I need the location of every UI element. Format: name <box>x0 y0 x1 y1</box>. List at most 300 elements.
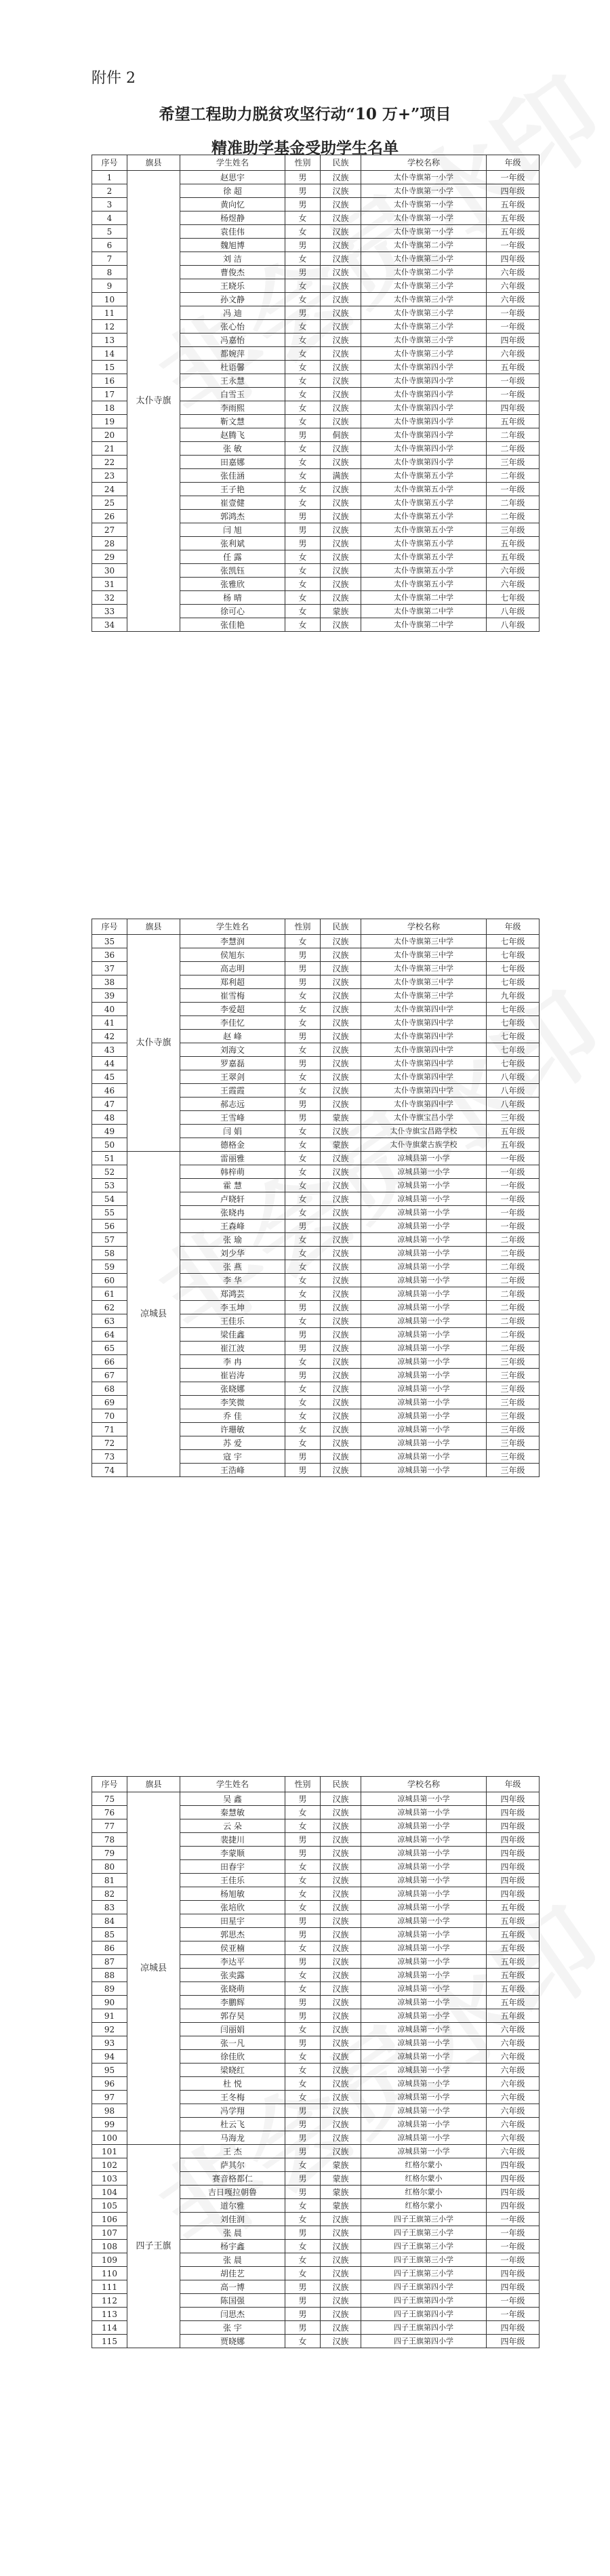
cell-index: 65 <box>92 1342 127 1355</box>
cell-student-name: 崔岩涛 <box>180 1369 285 1382</box>
cell-index: 89 <box>92 1982 127 1996</box>
cell-school: 红格尔蒙小 <box>361 2186 487 2199</box>
cell-index: 50 <box>92 1138 127 1152</box>
cell-index: 80 <box>92 1860 127 1874</box>
cell-index: 101 <box>92 2145 127 2158</box>
cell-ethnicity: 汉族 <box>321 1179 361 1192</box>
cell-student-name: 王永慧 <box>180 374 285 388</box>
cell-student-name: 杨煜静 <box>180 212 285 225</box>
cell-grade: 五年级 <box>487 225 540 239</box>
cell-school: 凉城县第一小学 <box>361 1969 487 1982</box>
cell-school: 太仆寺旗第三小学 <box>361 306 487 320</box>
cell-grade: 六年级 <box>487 347 540 361</box>
cell-ethnicity: 汉族 <box>321 2321 361 2335</box>
cell-gender: 女 <box>285 2240 321 2253</box>
cell-gender: 女 <box>285 935 321 948</box>
cell-grade: 四年级 <box>487 1860 540 1874</box>
cell-grade: 一年级 <box>487 306 540 320</box>
column-header: 民族 <box>321 1777 361 1792</box>
cell-school: 凉城县第一小学 <box>361 1396 487 1409</box>
cell-gender: 女 <box>285 550 321 564</box>
column-header: 性别 <box>285 155 321 171</box>
cell-student-name: 郭思杰 <box>180 1928 285 1941</box>
cell-gender: 男 <box>285 2104 321 2118</box>
cell-student-name: 杨 晴 <box>180 591 285 605</box>
cell-school: 四子王旗第三小学 <box>361 2240 487 2253</box>
cell-index: 11 <box>92 306 127 320</box>
cell-grade: 二年级 <box>487 1314 540 1328</box>
cell-index: 86 <box>92 1941 127 1955</box>
cell-school: 凉城县第一小学 <box>361 2023 487 2036</box>
cell-school: 凉城县第一小学 <box>361 2036 487 2050</box>
cell-school: 四子王旗第三小学 <box>361 2253 487 2267</box>
cell-ethnicity: 汉族 <box>321 578 361 591</box>
cell-grade: 一年级 <box>487 374 540 388</box>
cell-ethnicity: 汉族 <box>321 415 361 428</box>
cell-grade: 二年级 <box>487 469 540 483</box>
cell-ethnicity: 汉族 <box>321 1955 361 1969</box>
cell-grade: 四年级 <box>487 184 540 198</box>
cell-ethnicity: 汉族 <box>321 1941 361 1955</box>
cell-ethnicity: 汉族 <box>321 225 361 239</box>
cell-ethnicity: 汉族 <box>321 1887 361 1901</box>
cell-ethnicity: 汉族 <box>321 1220 361 1233</box>
cell-ethnicity: 汉族 <box>321 1396 361 1409</box>
cell-ethnicity: 汉族 <box>321 550 361 564</box>
cell-index: 85 <box>92 1928 127 1941</box>
cell-gender: 女 <box>285 1016 321 1030</box>
cell-gender: 女 <box>285 605 321 618</box>
cell-index: 44 <box>92 1057 127 1070</box>
cell-student-name: 李笑微 <box>180 1396 285 1409</box>
cell-grade: 四年级 <box>487 1847 540 1860</box>
cell-gender: 男 <box>285 2226 321 2240</box>
cell-index: 57 <box>92 1233 127 1247</box>
cell-school: 凉城县第一小学 <box>361 1342 487 1355</box>
cell-grade: 七年级 <box>487 1016 540 1030</box>
cell-student-name: 张一凡 <box>180 2036 285 2050</box>
cell-gender: 女 <box>285 1233 321 1247</box>
cell-grade: 四年级 <box>487 401 540 415</box>
cell-ethnicity: 汉族 <box>321 1847 361 1860</box>
cell-school: 凉城县第一小学 <box>361 1165 487 1179</box>
cell-gender: 男 <box>285 1030 321 1043</box>
cell-gender: 男 <box>285 1111 321 1125</box>
cell-grade: 八年级 <box>487 1098 540 1111</box>
cell-grade: 三年级 <box>487 1396 540 1409</box>
column-header: 学校名称 <box>361 1777 487 1792</box>
cell-student-name: 孙文静 <box>180 293 285 306</box>
cell-ethnicity: 汉族 <box>321 1274 361 1287</box>
cell-index: 21 <box>92 442 127 456</box>
cell-school: 四子王旗第四小学 <box>361 2308 487 2321</box>
cell-school: 凉城县第一小学 <box>361 1792 487 1806</box>
cell-school: 四子王旗第四小学 <box>361 2294 487 2308</box>
cell-student-name: 冯学翔 <box>180 2104 285 2118</box>
cell-index: 68 <box>92 1382 127 1396</box>
cell-student-name: 张 敏 <box>180 442 285 456</box>
cell-student-name: 王雪峰 <box>180 1111 285 1125</box>
cell-student-name: 张 燕 <box>180 1260 285 1274</box>
cell-grade: 五年级 <box>487 1928 540 1941</box>
cell-county: 四子王旗 <box>127 2145 180 2348</box>
cell-school: 太仆寺旗第四中学 <box>361 1030 487 1043</box>
cell-grade: 五年级 <box>487 1941 540 1955</box>
cell-grade: 一年级 <box>487 2253 540 2267</box>
cell-ethnicity: 汉族 <box>321 212 361 225</box>
cell-school: 凉城县第一小学 <box>361 2131 487 2145</box>
cell-grade: 六年级 <box>487 2077 540 2091</box>
cell-school: 凉城县第一小学 <box>361 1382 487 1396</box>
cell-ethnicity: 汉族 <box>321 496 361 510</box>
cell-ethnicity: 汉族 <box>321 279 361 293</box>
cell-ethnicity: 汉族 <box>321 2253 361 2267</box>
cell-student-name: 魏旭博 <box>180 239 285 252</box>
cell-student-name: 张雅欣 <box>180 578 285 591</box>
cell-school: 太仆寺旗第四小学 <box>361 374 487 388</box>
cell-index: 29 <box>92 550 127 564</box>
cell-school: 太仆寺旗第一小学 <box>361 171 487 184</box>
cell-gender: 男 <box>285 1914 321 1928</box>
cell-grade: 六年级 <box>487 2104 540 2118</box>
cell-grade: 二年级 <box>487 1342 540 1355</box>
cell-grade: 四年级 <box>487 1887 540 1901</box>
column-header: 序号 <box>92 155 127 171</box>
cell-ethnicity: 汉族 <box>321 510 361 523</box>
cell-index: 103 <box>92 2172 127 2186</box>
cell-index: 104 <box>92 2186 127 2199</box>
cell-index: 61 <box>92 1287 127 1301</box>
cell-ethnicity: 汉族 <box>321 618 361 632</box>
cell-school: 太仆寺旗蒙古族学校 <box>361 1138 487 1152</box>
cell-grade: 一年级 <box>487 1206 540 1220</box>
cell-ethnicity: 汉族 <box>321 2308 361 2321</box>
cell-grade: 六年级 <box>487 2091 540 2104</box>
cell-gender: 女 <box>285 2050 321 2064</box>
cell-grade: 四年级 <box>487 1874 540 1887</box>
cell-gender: 女 <box>285 2023 321 2036</box>
cell-student-name: 刘 洁 <box>180 252 285 266</box>
column-header: 旗县 <box>127 155 180 171</box>
cell-gender: 男 <box>285 2036 321 2050</box>
cell-student-name: 张 宇 <box>180 2321 285 2335</box>
cell-school: 太仆寺旗第五小学 <box>361 550 487 564</box>
cell-school: 太仆寺旗第五小学 <box>361 523 487 537</box>
cell-ethnicity: 汉族 <box>321 537 361 550</box>
roster-table-page-3 <box>92 1776 540 2348</box>
cell-index: 73 <box>92 1450 127 1464</box>
cell-ethnicity: 汉族 <box>321 2131 361 2145</box>
cell-grade: 五年级 <box>487 1914 540 1928</box>
cell-gender: 女 <box>285 320 321 334</box>
cell-gender: 女 <box>285 1165 321 1179</box>
cell-school: 凉城县第一小学 <box>361 1901 487 1914</box>
cell-grade: 五年级 <box>487 1901 540 1914</box>
cell-school: 凉城县第一小学 <box>361 1819 487 1833</box>
cell-ethnicity: 汉族 <box>321 198 361 212</box>
cell-school: 太仆寺旗第四中学 <box>361 1043 487 1057</box>
cell-grade: 三年级 <box>487 1409 540 1423</box>
cell-index: 2 <box>92 184 127 198</box>
cell-index: 16 <box>92 374 127 388</box>
cell-index: 47 <box>92 1098 127 1111</box>
table-row <box>92 1152 540 1165</box>
cell-school: 凉城县第一小学 <box>361 1328 487 1342</box>
cell-school: 凉城县第一小学 <box>361 1928 487 1941</box>
cell-index: 78 <box>92 1833 127 1847</box>
cell-index: 70 <box>92 1409 127 1423</box>
cell-student-name: 张培欣 <box>180 1901 285 1914</box>
cell-student-name: 陈国强 <box>180 2294 285 2308</box>
cell-ethnicity: 汉族 <box>321 564 361 578</box>
cell-gender: 女 <box>285 1887 321 1901</box>
cell-index: 48 <box>92 1111 127 1125</box>
cell-student-name: 杨旭敏 <box>180 1887 285 1901</box>
cell-grade: 五年级 <box>487 1138 540 1152</box>
cell-student-name: 杜 悦 <box>180 2077 285 2091</box>
cell-grade: 一年级 <box>487 1165 540 1179</box>
cell-student-name: 郑鸿芸 <box>180 1287 285 1301</box>
cell-school: 凉城县第一小学 <box>361 1206 487 1220</box>
cell-grade: 六年级 <box>487 578 540 591</box>
cell-school: 太仆寺旗第四小学 <box>361 415 487 428</box>
cell-gender: 女 <box>285 1941 321 1955</box>
cell-index: 76 <box>92 1806 127 1819</box>
cell-index: 35 <box>92 935 127 948</box>
cell-school: 太仆寺旗第三中学 <box>361 948 487 962</box>
cell-ethnicity: 汉族 <box>321 2145 361 2158</box>
cell-school: 太仆寺旗第二小学 <box>361 252 487 266</box>
cell-gender: 女 <box>285 2213 321 2226</box>
cell-student-name: 李玉坤 <box>180 1301 285 1314</box>
cell-student-name: 李蒙顺 <box>180 1847 285 1860</box>
cell-school: 凉城县第一小学 <box>361 1955 487 1969</box>
cell-student-name: 王晓乐 <box>180 279 285 293</box>
cell-index: 34 <box>92 618 127 632</box>
cell-grade: 八年级 <box>487 605 540 618</box>
cell-student-name: 张卖露 <box>180 1969 285 1982</box>
table-row <box>92 935 540 948</box>
cell-school: 红格尔蒙小 <box>361 2199 487 2213</box>
cell-gender: 男 <box>285 2280 321 2294</box>
cell-ethnicity: 汉族 <box>321 1382 361 1396</box>
cell-school: 凉城县第一小学 <box>361 1423 487 1436</box>
cell-index: 33 <box>92 605 127 618</box>
cell-ethnicity: 汉族 <box>321 266 361 279</box>
column-header: 序号 <box>92 1777 127 1792</box>
cell-school: 凉城县第一小学 <box>361 1192 487 1206</box>
cell-gender: 女 <box>285 564 321 578</box>
cell-student-name: 吉日嘎拉朝鲁 <box>180 2186 285 2199</box>
cell-grade: 二年级 <box>487 496 540 510</box>
cell-gender: 女 <box>285 1982 321 1996</box>
cell-gender: 男 <box>285 171 321 184</box>
cell-gender: 女 <box>285 1125 321 1138</box>
cell-gender: 女 <box>285 2267 321 2280</box>
cell-student-name: 霍 慧 <box>180 1179 285 1192</box>
cell-ethnicity: 汉族 <box>321 1260 361 1274</box>
attachment-label: 附件 2 <box>92 70 136 87</box>
cell-school: 凉城县第一小学 <box>361 1982 487 1996</box>
cell-grade: 一年级 <box>487 2240 540 2253</box>
cell-grade: 九年级 <box>487 989 540 1003</box>
cell-gender: 女 <box>285 1409 321 1423</box>
cell-gender: 女 <box>285 1003 321 1016</box>
cell-index: 84 <box>92 1914 127 1928</box>
cell-gender: 女 <box>285 1355 321 1369</box>
cell-grade: 四年级 <box>487 2199 540 2213</box>
cell-index: 3 <box>92 198 127 212</box>
cell-student-name: 田嘉娜 <box>180 456 285 469</box>
cell-student-name: 田春宇 <box>180 1860 285 1874</box>
cell-grade: 四年级 <box>487 1792 540 1806</box>
cell-gender: 女 <box>285 1314 321 1328</box>
cell-ethnicity: 汉族 <box>321 2213 361 2226</box>
cell-gender: 女 <box>285 1179 321 1192</box>
cell-gender: 女 <box>285 469 321 483</box>
cell-index: 7 <box>92 252 127 266</box>
cell-student-name: 赵思宇 <box>180 171 285 184</box>
cell-gender: 女 <box>285 1152 321 1165</box>
cell-student-name: 李爱超 <box>180 1003 285 1016</box>
cell-school: 四子王旗第三小学 <box>361 2213 487 2226</box>
cell-ethnicity: 汉族 <box>321 1152 361 1165</box>
column-header: 学生姓名 <box>180 919 285 935</box>
cell-gender: 男 <box>285 184 321 198</box>
cell-gender: 男 <box>285 1450 321 1464</box>
cell-school: 太仆寺旗宝昌路学校 <box>361 1125 487 1138</box>
cell-student-name: 崔江波 <box>180 1342 285 1355</box>
cell-ethnicity: 汉族 <box>321 2267 361 2280</box>
cell-grade: 六年级 <box>487 564 540 578</box>
cell-school: 凉城县第一小学 <box>361 2064 487 2077</box>
cell-ethnicity: 汉族 <box>321 1860 361 1874</box>
cell-student-name: 冯 迪 <box>180 306 285 320</box>
cell-gender: 女 <box>285 1806 321 1819</box>
cell-index: 23 <box>92 469 127 483</box>
cell-student-name: 萨其尔 <box>180 2158 285 2172</box>
cell-gender: 男 <box>285 2009 321 2023</box>
cell-index: 6 <box>92 239 127 252</box>
cell-student-name: 郭存昊 <box>180 2009 285 2023</box>
cell-ethnicity: 汉族 <box>321 1409 361 1423</box>
cell-index: 75 <box>92 1792 127 1806</box>
cell-gender: 男 <box>285 306 321 320</box>
cell-grade: 七年级 <box>487 1003 540 1016</box>
cell-student-name: 刘少华 <box>180 1247 285 1260</box>
cell-school: 凉城县第一小学 <box>361 2118 487 2131</box>
cell-gender: 女 <box>285 2199 321 2213</box>
cell-ethnicity: 汉族 <box>321 252 361 266</box>
cell-student-name: 马海龙 <box>180 2131 285 2145</box>
cell-gender: 女 <box>285 1423 321 1436</box>
cell-index: 15 <box>92 361 127 374</box>
column-header: 性别 <box>285 919 321 935</box>
cell-student-name: 李 华 <box>180 1274 285 1287</box>
cell-school: 四子王旗第三小学 <box>361 2226 487 2240</box>
cell-ethnicity: 汉族 <box>321 2104 361 2118</box>
cell-ethnicity: 汉族 <box>321 1016 361 1030</box>
cell-student-name: 张晓娜 <box>180 1382 285 1396</box>
cell-grade: 七年级 <box>487 948 540 962</box>
cell-gender: 女 <box>285 1247 321 1260</box>
cell-grade: 五年级 <box>487 212 540 225</box>
cell-gender: 男 <box>285 2321 321 2335</box>
cell-index: 42 <box>92 1030 127 1043</box>
cell-student-name: 郭鸿杰 <box>180 510 285 523</box>
cell-gender: 男 <box>285 1928 321 1941</box>
cell-ethnicity: 汉族 <box>321 1125 361 1138</box>
cell-student-name: 王森峰 <box>180 1220 285 1233</box>
cell-grade: 五年级 <box>487 550 540 564</box>
cell-gender: 女 <box>285 347 321 361</box>
cell-index: 113 <box>92 2308 127 2321</box>
cell-ethnicity: 汉族 <box>321 1450 361 1464</box>
cell-gender: 女 <box>285 252 321 266</box>
column-header: 年级 <box>487 155 540 171</box>
cell-index: 43 <box>92 1043 127 1057</box>
cell-gender: 男 <box>285 2131 321 2145</box>
cell-ethnicity: 汉族 <box>321 1996 361 2009</box>
cell-ethnicity: 汉族 <box>321 2280 361 2294</box>
cell-school: 凉城县第一小学 <box>361 1847 487 1860</box>
cell-ethnicity: 汉族 <box>321 1328 361 1342</box>
cell-student-name: 赵 峰 <box>180 1030 285 1043</box>
cell-index: 102 <box>92 2158 127 2172</box>
cell-gender: 女 <box>285 1874 321 1887</box>
cell-student-name: 闫 娟 <box>180 1125 285 1138</box>
cell-grade: 五年级 <box>487 2009 540 2023</box>
cell-index: 95 <box>92 2064 127 2077</box>
cell-gender: 女 <box>285 401 321 415</box>
cell-student-name: 乔 佳 <box>180 1409 285 1423</box>
cell-school: 凉城县第一小学 <box>361 1874 487 1887</box>
cell-school: 凉城县第一小学 <box>361 1996 487 2009</box>
cell-grade: 一年级 <box>487 483 540 496</box>
cell-index: 66 <box>92 1355 127 1369</box>
cell-gender: 女 <box>285 1819 321 1833</box>
cell-grade: 五年级 <box>487 361 540 374</box>
cell-index: 63 <box>92 1314 127 1328</box>
cell-index: 109 <box>92 2253 127 2267</box>
cell-gender: 男 <box>285 1996 321 2009</box>
cell-ethnicity: 汉族 <box>321 2335 361 2348</box>
cell-gender: 男 <box>285 1847 321 1860</box>
cell-index: 93 <box>92 2036 127 2050</box>
cell-grade: 六年级 <box>487 2050 540 2064</box>
cell-school: 凉城县第一小学 <box>361 1287 487 1301</box>
cell-ethnicity: 汉族 <box>321 1833 361 1847</box>
cell-student-name: 苏 爱 <box>180 1436 285 1450</box>
table-header-row <box>92 1777 540 1792</box>
cell-index: 94 <box>92 2050 127 2064</box>
cell-grade: 八年级 <box>487 1070 540 1084</box>
cell-grade: 五年级 <box>487 1125 540 1138</box>
cell-grade: 八年级 <box>487 618 540 632</box>
cell-student-name: 赵腾飞 <box>180 428 285 442</box>
cell-school: 太仆寺旗第四中学 <box>361 1003 487 1016</box>
cell-ethnicity: 汉族 <box>321 1043 361 1057</box>
cell-gender: 男 <box>285 1301 321 1314</box>
cell-gender: 男 <box>285 1342 321 1355</box>
cell-student-name: 郝志远 <box>180 1098 285 1111</box>
cell-ethnicity: 汉族 <box>321 1464 361 1477</box>
cell-index: 18 <box>92 401 127 415</box>
cell-gender: 女 <box>285 989 321 1003</box>
cell-student-name: 闫丽娟 <box>180 2023 285 2036</box>
cell-student-name: 王佳乐 <box>180 1874 285 1887</box>
cell-school: 太仆寺旗第三小学 <box>361 347 487 361</box>
